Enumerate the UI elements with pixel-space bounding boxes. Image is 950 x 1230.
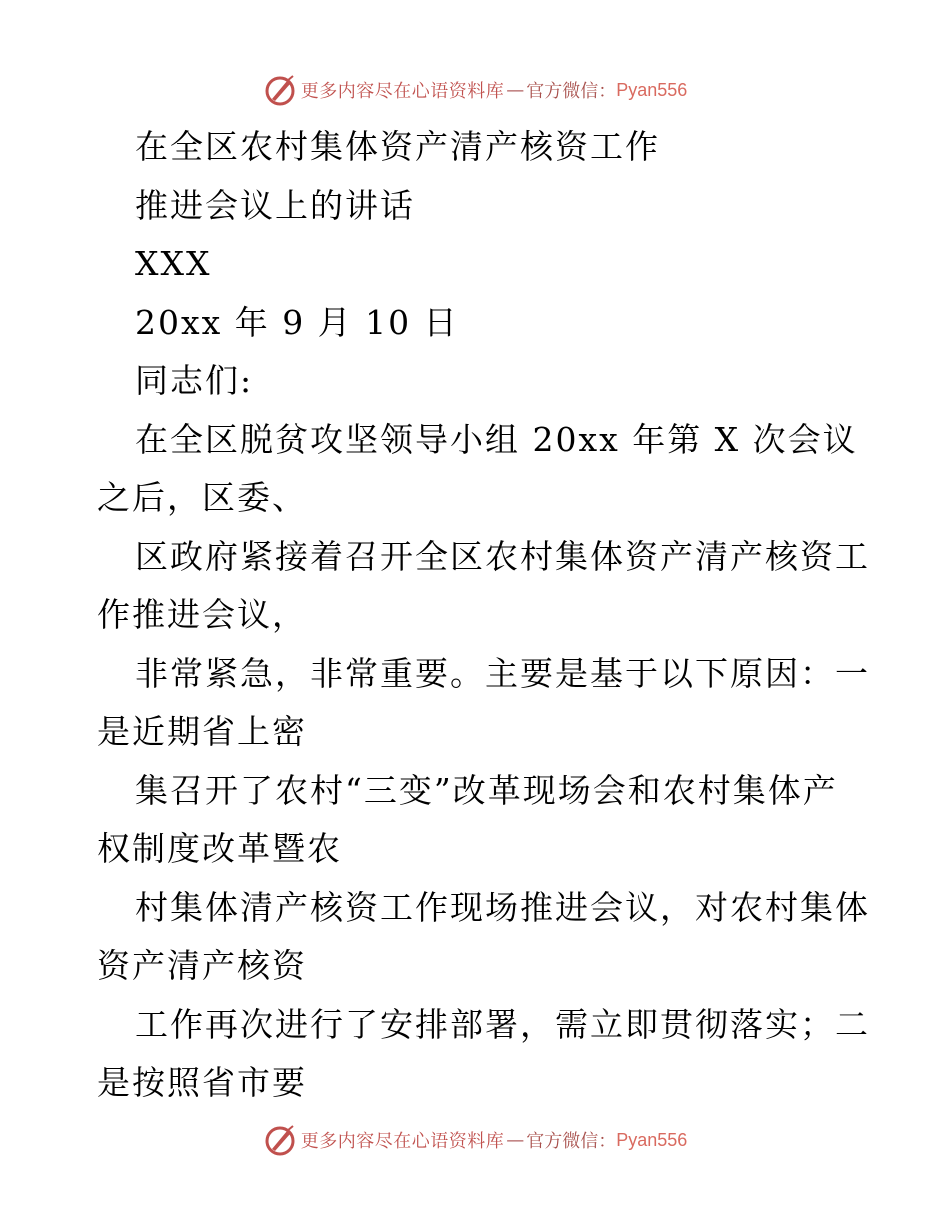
paragraph-line: 是近期省上密 [97,712,307,751]
watermark-text: 更多内容尽在心语资料库 [300,81,505,102]
watermark-top [0,70,950,110]
author: XXX [135,244,212,283]
date: 20xx 年 9 月 10 日 [135,303,459,342]
paragraph-line: 非常紧急，非常重要。主要是基于以下原因：一 [135,654,870,693]
watermark-label: 官方微信： [526,1131,617,1152]
title-line-2: 推进会议上的讲话 [135,186,415,225]
paragraph-line: 工作再次进行了安排部署，需立即贯彻落实；二 [135,1005,870,1044]
watermark-text: 更多内容尽在心语资料库 [300,1131,505,1152]
title-line-1: 在全区农村集体资产清产核资工作 [135,127,660,166]
paragraph-line: 是按照省市要 [97,1063,307,1102]
paragraph-line: 在全区脱贫攻坚领导小组 20xx 年第 X 次会议 [135,420,858,459]
paragraph-line: 区政府紧接着召开全区农村集体资产清产核资工 [135,537,870,576]
paragraph-line: 作推进会议， [97,595,307,634]
paragraph-line: 之后，区委、 [97,478,307,517]
paragraph-line: 集召开了农村“三变”改革现场会和农村集体产 [135,771,838,810]
watermark-label: 官方微信： [526,81,617,102]
watermark-account: Pyan556 [616,1129,688,1150]
paragraph-line: 权制度改革暨农 [97,829,342,868]
quill-logo-icon [263,1123,297,1157]
quill-logo-icon [263,73,297,107]
watermark-bottom [0,1120,950,1160]
paragraph-line: 资产清产核资 [97,946,307,985]
salutation: 同志们: [135,361,254,400]
watermark-dash: — [506,1129,525,1151]
paragraph-line: 村集体清产核资工作现场推进会议，对农村集体 [135,888,870,927]
watermark-account: Pyan556 [616,79,688,100]
watermark-dash: — [506,79,525,101]
